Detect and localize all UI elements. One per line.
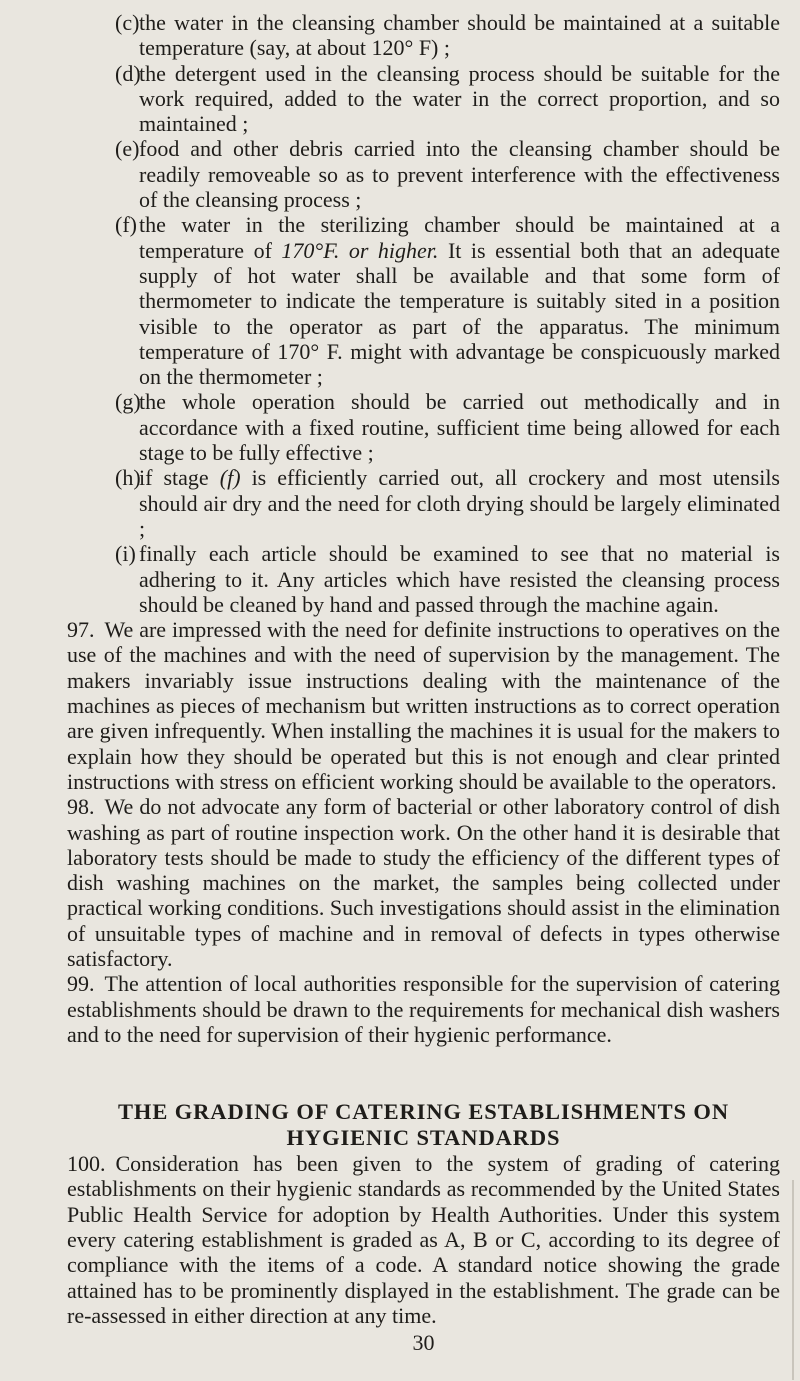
list-item-f bbox=[67, 212, 780, 389]
paragraph-98 bbox=[67, 794, 780, 971]
item-label: (g) bbox=[115, 389, 141, 415]
paragraph-number: 99. bbox=[67, 971, 95, 997]
text-column bbox=[67, 10, 780, 1356]
sub-item-list bbox=[67, 10, 780, 617]
paragraph-number: 97. bbox=[67, 617, 95, 643]
item-text: finally each article should be examined to see that no material is adhering to it. Any articles which have resisted the cleansing process should be cleaned by hand and passed through the machine again. bbox=[139, 541, 780, 617]
item-text-before: if stage bbox=[139, 465, 220, 491]
list-item-i bbox=[67, 541, 780, 617]
paragraph-99 bbox=[67, 971, 780, 1047]
page-number: 30 bbox=[412, 1330, 435, 1356]
paragraph-text: We do not advocate any form of bacterial or other laboratory control of dish washing as part of routine inspection work. On the other hand it is desirable that laboratory tests should be made to study the efficiency of the different types of dish washing machines on the market, the samples being collected under practical working conditions. Such investigations should assist in the elimination of unsuitable types of machine and in removal of defects in types otherwise satisfactory. bbox=[67, 794, 780, 971]
paragraph-number: 100. bbox=[67, 1151, 106, 1177]
item-label: (h) bbox=[115, 465, 141, 491]
item-text-italic: 170°F. or higher. bbox=[281, 237, 439, 263]
paragraph-text: The attention of local authorities responsible for the supervision of catering establishments should be drawn to the requirements for mechanical dish washers and to the need for supervision of their hygienic performance. bbox=[67, 971, 780, 1047]
paragraph-text: Consideration has been given to the system of grading of catering establishments on their hygienic standards as recommended by the United States Public Health Service for adoption by Health Authorities. Under this system every catering establishment is graded as A, B or C, according to its degree of compliance with the items of a code. A standard notice showing the grade attained has to be prominently displayed in the establishment. The grade can be re-assessed in either direction at any time. bbox=[67, 1151, 780, 1328]
item-label: (i) bbox=[115, 541, 136, 567]
paragraph-100 bbox=[67, 1151, 780, 1328]
list-item-e bbox=[67, 136, 780, 212]
list-item-c bbox=[67, 10, 780, 61]
item-text: the detergent used in the cleansing process should be suitable for the work required, added to the water in the correct proportion, and so maintained ; bbox=[139, 60, 780, 137]
list-item-g bbox=[67, 389, 780, 465]
item-text-after: is efficiently carried out, all crockery and most utensils should air dry and the need for cloth drying should be largely eliminated ; bbox=[139, 465, 780, 541]
item-text: the whole operation should be carried out methodically and in accordance with a fixed routine, sufficient time being allowed for each stage to be fully effective ; bbox=[139, 389, 780, 466]
item-text: the water in the cleansing chamber should be maintained at a suitable temperature (say, at about 120° F) ; bbox=[139, 10, 780, 61]
paragraph-number: 98. bbox=[67, 794, 95, 820]
item-text-before: the water in the sterilizing chamber should be maintained at a temperature of bbox=[139, 212, 780, 263]
list-item-d bbox=[67, 61, 780, 137]
paragraph-97 bbox=[67, 617, 780, 794]
item-label: (e) bbox=[115, 136, 140, 162]
page-edge-shadow bbox=[792, 1180, 794, 1380]
item-label: (d) bbox=[115, 60, 141, 86]
item-label: (c) bbox=[115, 10, 140, 35]
list-item-h bbox=[67, 465, 780, 541]
section-heading: THE GRADING OF CATERING ESTABLISHMENTS ON HYGIENIC STANDARDS bbox=[118, 1099, 729, 1151]
item-text: food and other debris carried into the cleansing chamber should be readily removeable so as to prevent interference with the effectiveness of the cleansing process ; bbox=[139, 136, 780, 213]
paragraph-text: We are impressed with the need for definite instructions to operatives on the use of the machines and with the need of supervision by the management. The makers invariably issue instructions dealing with the maintenance of the machines as pieces of mechanism but written instructions as to correct operation are given infrequently. When installing the machines it is usual for the makers to explain how they should be operated but this is not enough and clear printed instructions with stress on efficient working should be available to the operators. bbox=[67, 617, 780, 794]
item-text-italic: (f) bbox=[219, 465, 241, 491]
item-text-after: It is essential both that an adequate supply of hot water shall be available and that some form of thermometer to indicate the temperature is suitably sited in a position visible to the operator as part of the apparatus. The minimum temperature of 170° F. might with advantage be conspicuously marked on the thermometer ; bbox=[139, 237, 780, 390]
item-label: (f) bbox=[115, 212, 137, 238]
